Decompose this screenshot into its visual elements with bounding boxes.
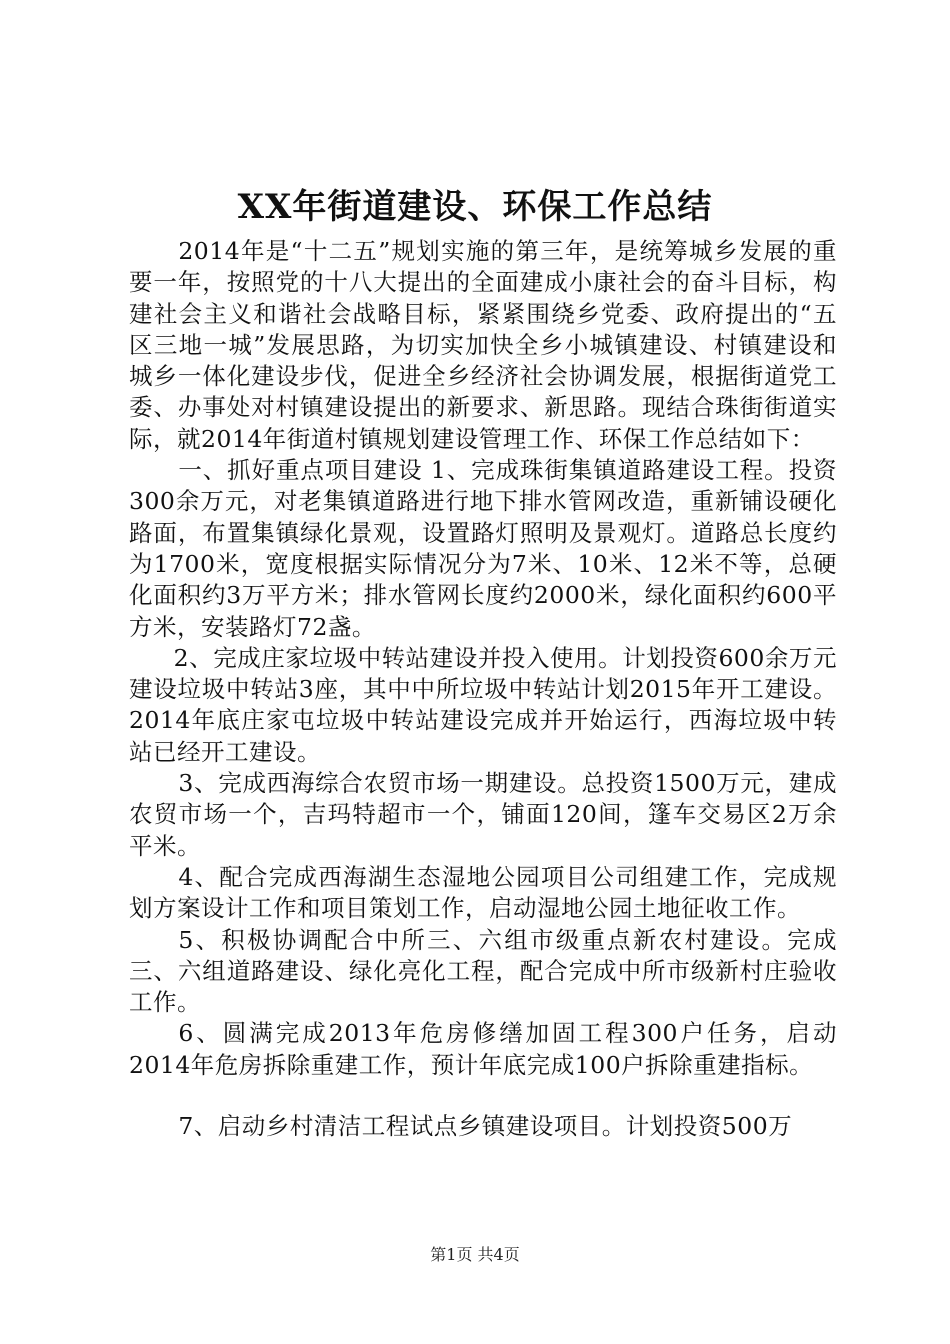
paragraph-item-5: 5、积极协调配合中所三、六组市级重点新农村建设。完成三、六组道路建设、绿化亮化工程，配合完成中所市级新村庄验收工作。: [129, 925, 837, 1017]
paragraph-item-4: 4、配合完成西海湖生态湿地公园项目公司组建工作，完成规划方案设计工作和项目策划工作，启动湿地公园土地征收工作。: [129, 862, 837, 923]
document-title: XX年街道建设、环保工作总结: [237, 187, 713, 227]
paragraph-item-1: 一、抓好重点项目建设 1、完成珠街集镇道路建设工程。投资300余万元，对老集镇道路进行地下排水管网改造，重新铺设硬化路面，布置集镇绿化景观，设置路灯照明及景观灯。道路总长度约为1700米，宽度根据实际情况分为7米、10米、12米不等，总硬化面积约3万平方米；排水管网长度约2000米，绿化面积约600平方米，安装路灯72盏。: [129, 456, 837, 641]
paragraph-intro: 2014年是“十二五”规划实施的第三年，是统筹城乡发展的重要一年，按照党的十八大提出的全面建成小康社会的奋斗目标，构建社会主义和谐社会战略目标，紧紧围绕乡党委、政府提出的“五区三地一城”发展思路，为切实加快全乡小城镇建设、村镇建设和城乡一体化建设步伐，促进全乡经济社会协调发展，根据街道党工委、办事处对村镇建设提出的新要求、新思路。现结合珠街街道实际，就2014年街道村镇规划建设管理工作、环保工作总结如下：: [129, 237, 837, 453]
paragraph-item-6: 6、圆满完成2013年危房修缮加固工程300户任务，启动2014年危房拆除重建工作，预计年底完成100户拆除重建指标。: [129, 1019, 837, 1079]
document-body: [129, 236, 837, 1142]
paragraph-item-3: 3、完成西海综合农贸市场一期建设。总投资1500万元，建成农贸市场一个，吉玛特超市一个，铺面120间，篷车交易区2万余平米。: [129, 769, 837, 860]
paragraph-item-7: 7、启动乡村清洁工程试点乡镇建设项目。计划投资500万: [178, 1112, 793, 1141]
page-number: 第1页 共4页: [430, 1245, 520, 1264]
paragraph-item-2: 2、完成庄家垃圾中转站建设并投入使用。计划投资600余万元建设垃圾中转站3座，其中中所垃圾中转站计划2015年开工建设。2014年底庄家屯垃圾中转站建设完成并开始运行，西海垃圾中转站已经开工建设。: [129, 643, 837, 766]
